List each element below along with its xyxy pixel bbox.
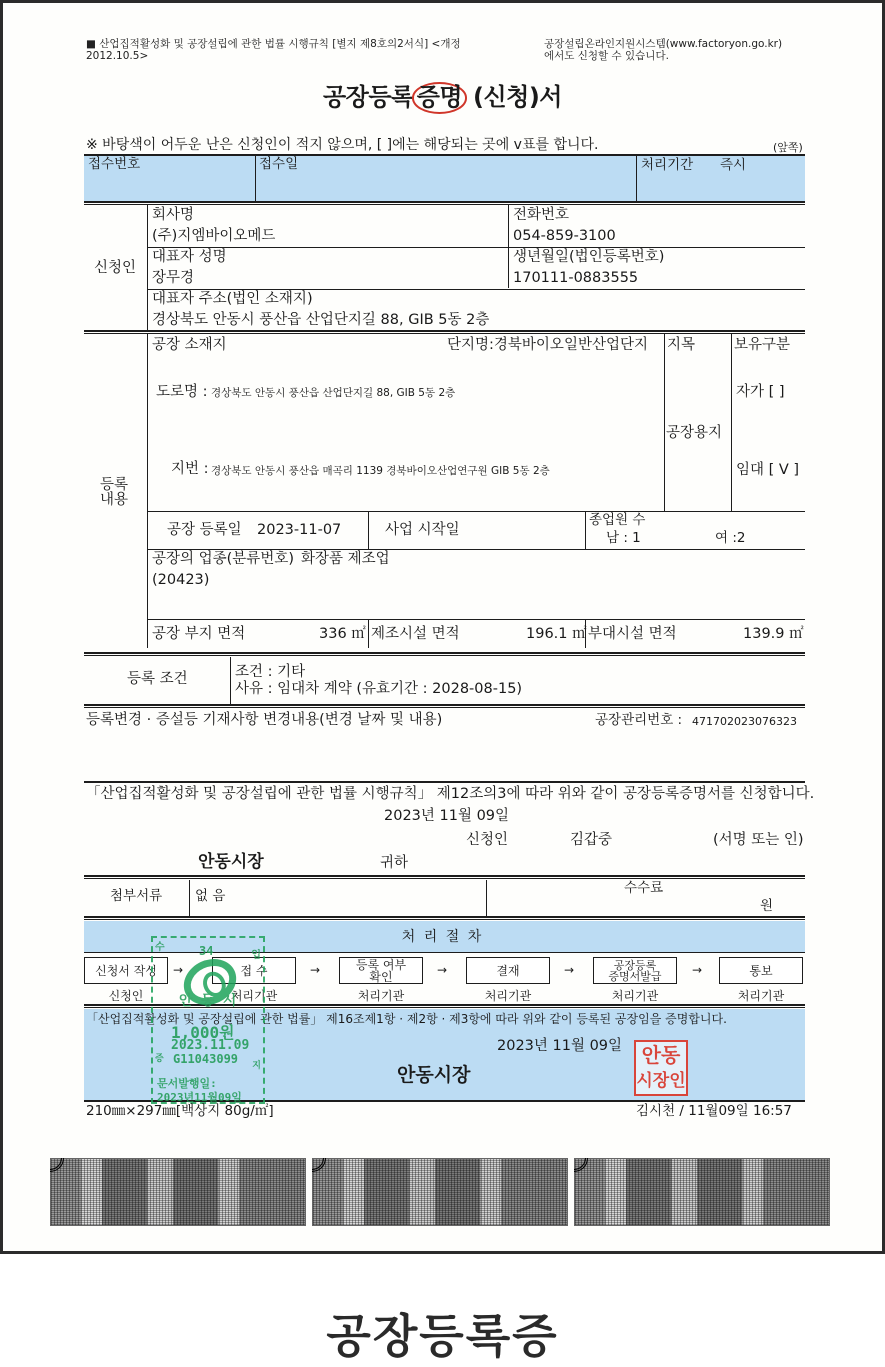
- lot-address-value: 경상북도 안동시 풍산읍 매곡리 1139 경북바이오산업연구원 GIB 5동 2층: [211, 465, 550, 477]
- step-actor: 처리기관: [737, 989, 785, 1003]
- step-approval: 결재: [466, 957, 550, 984]
- step-actor: 처리기관: [230, 989, 278, 1003]
- fee-unit: 원: [760, 898, 774, 914]
- stamp-date: 2023.11.09: [171, 1038, 250, 1053]
- receipt-row: [84, 155, 805, 201]
- condition-value: 조건 : 기타: [235, 664, 306, 680]
- signature-label: (서명 또는 인): [713, 832, 804, 848]
- changes-label: 등록변경 · 증설등 기재사항 변경내용(변경 날짜 및 내용): [86, 712, 443, 728]
- application-statement: 「산업집적활성화 및 공장설립에 관한 법률 시행규칙」 제12조의3에 따라 위와 같이 공장등록증명서를 신청합니다.: [86, 786, 815, 802]
- stamp-issue-date: 2023년11월09일: [157, 1091, 242, 1104]
- site-area-label: 공장 부지 면적: [152, 626, 246, 642]
- fee-label: 수수료: [624, 880, 664, 896]
- employees-label: 종업원 수: [589, 512, 646, 528]
- step-write-application: 신청서 작성: [84, 957, 168, 984]
- security-barcode-1: [50, 1158, 306, 1226]
- ownership-own-option: 자가 [ ]: [736, 384, 785, 400]
- certification-date: 2023년 11월 09일: [497, 1038, 623, 1054]
- title-suffix: (신청)서: [472, 83, 562, 111]
- seal-line2: 시장인: [636, 1071, 686, 1091]
- step-actor: 처리기관: [357, 989, 405, 1003]
- stamp-mark-tl: 수: [155, 942, 165, 953]
- factory-location-label: 공장 소재지: [152, 337, 227, 353]
- step-issue-certificate: [593, 957, 677, 984]
- attachments-value: 없 음: [195, 888, 226, 904]
- online-notice-line1: 공장설립온라인지원시스템(www.factoryon.go.kr): [544, 38, 783, 50]
- title-prefix: 공장등록: [323, 83, 414, 111]
- applicant-signer-label: 신청인: [466, 832, 509, 848]
- step-issue-line2: 증명서발급: [608, 969, 662, 983]
- auxiliary-area-label: 부대시설 면적: [588, 626, 677, 642]
- industry-label: 공장의 업종(분류번호): [152, 551, 294, 567]
- processing-period-value: 즉시: [720, 157, 747, 173]
- attachments-label: 첨부서류: [110, 888, 163, 904]
- step-receipt: 접 수: [212, 957, 296, 984]
- stamp-serial: G11043099: [173, 1052, 239, 1066]
- arrow-icon: →: [173, 963, 184, 977]
- complex-name: 단지명:경북바이오일반산업단지: [447, 337, 648, 353]
- procedure-title: 처 리 절 차: [401, 929, 484, 945]
- step-notify: 통보: [719, 957, 803, 984]
- application-date: 2023년 11월 09일: [384, 808, 510, 824]
- phone-label: 전화번호: [513, 207, 570, 223]
- barcode-corner-icon: [312, 1158, 326, 1172]
- barcode-corner-icon: [50, 1158, 64, 1172]
- stamp-issue-label: 문서발행일:: [157, 1077, 217, 1090]
- addressee: 안동시장: [198, 852, 264, 872]
- issued-by: 김시천 / 11월09일 16:57: [636, 1103, 792, 1119]
- instruction-note: ※ 바탕색이 어두운 난은 신청인이 적지 않으며, [ ]에는 해당되는 곳에 v표를 합니다.: [86, 137, 599, 153]
- registration-section-label: [100, 478, 128, 508]
- birth-reg-value: 170111-0883555: [513, 270, 639, 286]
- arrow-icon: →: [692, 963, 703, 977]
- road-address-label: 도로명 :: [156, 384, 208, 400]
- step-verify-line2: 확인: [369, 969, 393, 984]
- paper-spec: 210㎜×297㎜[백상지 80g/㎡]: [86, 1103, 274, 1119]
- stamp-mark-tr: 입: [251, 950, 261, 961]
- arrow-icon: →: [564, 963, 575, 977]
- employees-male: 남 : 1: [606, 530, 641, 546]
- land-category-value: 공장용지: [666, 425, 723, 441]
- manufacturing-area-label: 제조시설 면적: [371, 626, 460, 642]
- industry-value: 화장품 제조업: [301, 551, 390, 567]
- representative-label: 대표자 성명: [152, 249, 227, 265]
- registration-section-label-1: 등록: [100, 477, 129, 493]
- rep-address-label: 대표자 주소(법인 소재지): [152, 291, 313, 307]
- processing-period-label: 처리기간: [641, 157, 694, 173]
- land-category-label: 지목: [667, 337, 696, 353]
- receipt-date-label: 접수일: [259, 156, 299, 172]
- road-address-value: 경상북도 안동시 풍산읍 산업단지길 88, GIB 5동 2층: [211, 387, 456, 399]
- manufacturing-area-value: 196.1 ㎡: [526, 626, 587, 642]
- page-side-label: (앞쪽): [773, 141, 803, 154]
- stamp-number: 34: [199, 944, 214, 958]
- stamp-mark-bl: 증: [155, 1054, 164, 1064]
- certification-statement: 「산업집적활성화 및 공장설립에 관한 법률」 제16조제1항 · 제2항 · 제3항에 따라 위와 같이 등록된 공장임을 증명합니다.: [86, 1012, 727, 1026]
- condition-reason: 사유 : 임대차 계약 (유효기간 : 2028-08-15): [235, 681, 523, 697]
- image-caption: 공장등록증: [326, 1309, 559, 1363]
- security-barcode-2: [312, 1158, 568, 1226]
- business-start-label: 사업 시작일: [385, 522, 460, 538]
- stamp-city: 안 동 시: [179, 993, 237, 1009]
- conditions-label: 등록 조건: [127, 671, 188, 687]
- receipt-number-label: 접수번호: [88, 156, 141, 172]
- official-seal: [634, 1040, 688, 1096]
- addressee-honorific: 귀하: [380, 855, 409, 871]
- certifying-authority: 안동시장: [397, 1064, 471, 1086]
- step-verify-registration: [339, 957, 423, 984]
- ownership-lease-option: 임대 [ V ]: [736, 462, 800, 478]
- registration-date-label: 공장 등록일: [167, 522, 242, 538]
- lot-address-label: 지번 :: [171, 461, 209, 477]
- mgmt-number-label: 공장관리번호 :: [595, 712, 683, 728]
- step-actor: 신청인: [108, 989, 144, 1003]
- arrow-icon: →: [437, 963, 448, 977]
- step-issue-line1: 공장등록: [613, 958, 657, 972]
- seal-line1: 안동: [641, 1043, 681, 1067]
- company-label: 회사명: [152, 207, 195, 223]
- applicant-section-label: 신청인: [94, 260, 137, 276]
- site-area-value: 336 ㎡: [319, 626, 366, 642]
- online-notice-line2: 에서도 신청할 수 있습니다.: [544, 49, 669, 62]
- arrow-icon: →: [310, 963, 321, 977]
- stamp-amount: 1,000원: [171, 1023, 235, 1042]
- form-reference-line2: 2012.10.5>: [86, 49, 149, 62]
- industry-code: (20423): [152, 572, 210, 588]
- employees-female: 여 :2: [715, 530, 746, 546]
- document-title: [0, 82, 885, 114]
- rep-address-value: 경상북도 안동시 풍산읍 산업단지길 88, GIB 5동 2층: [152, 312, 490, 328]
- company-value: (주)지엠바이오메드: [152, 228, 276, 244]
- step-verify-line1: 등록 여부: [355, 957, 407, 972]
- ownership-label: 보유구분: [734, 337, 791, 353]
- birth-reg-label: 생년월일(법인등록번호): [513, 249, 665, 265]
- online-notice: [544, 39, 782, 62]
- barcode-corner-icon: [574, 1158, 588, 1172]
- form-reference: [86, 39, 461, 62]
- applicant-signer-name: 김갑중: [570, 832, 613, 848]
- title-circled-word: 증명: [412, 82, 467, 114]
- mgmt-number-value: 471702023076323: [692, 715, 797, 728]
- form-reference-line1: ■ 산업집적활성화 및 공장설립에 관한 법률 시행규칙 [별지 제8호의2서식] <개정: [86, 38, 461, 50]
- step-actor: 처리기관: [484, 989, 532, 1003]
- representative-value: 장무경: [152, 270, 195, 286]
- phone-value: 054-859-3100: [513, 228, 616, 244]
- revenue-stamp: [151, 936, 265, 1104]
- registration-section-label-2: 내용: [100, 492, 129, 509]
- auxiliary-area-value: 139.9 ㎡: [743, 626, 804, 642]
- security-barcode-3: [574, 1158, 830, 1226]
- stamp-mark-br: 지: [252, 1061, 261, 1071]
- registration-date-value: 2023-11-07: [257, 522, 342, 538]
- step-actor: 처리기관: [611, 989, 659, 1003]
